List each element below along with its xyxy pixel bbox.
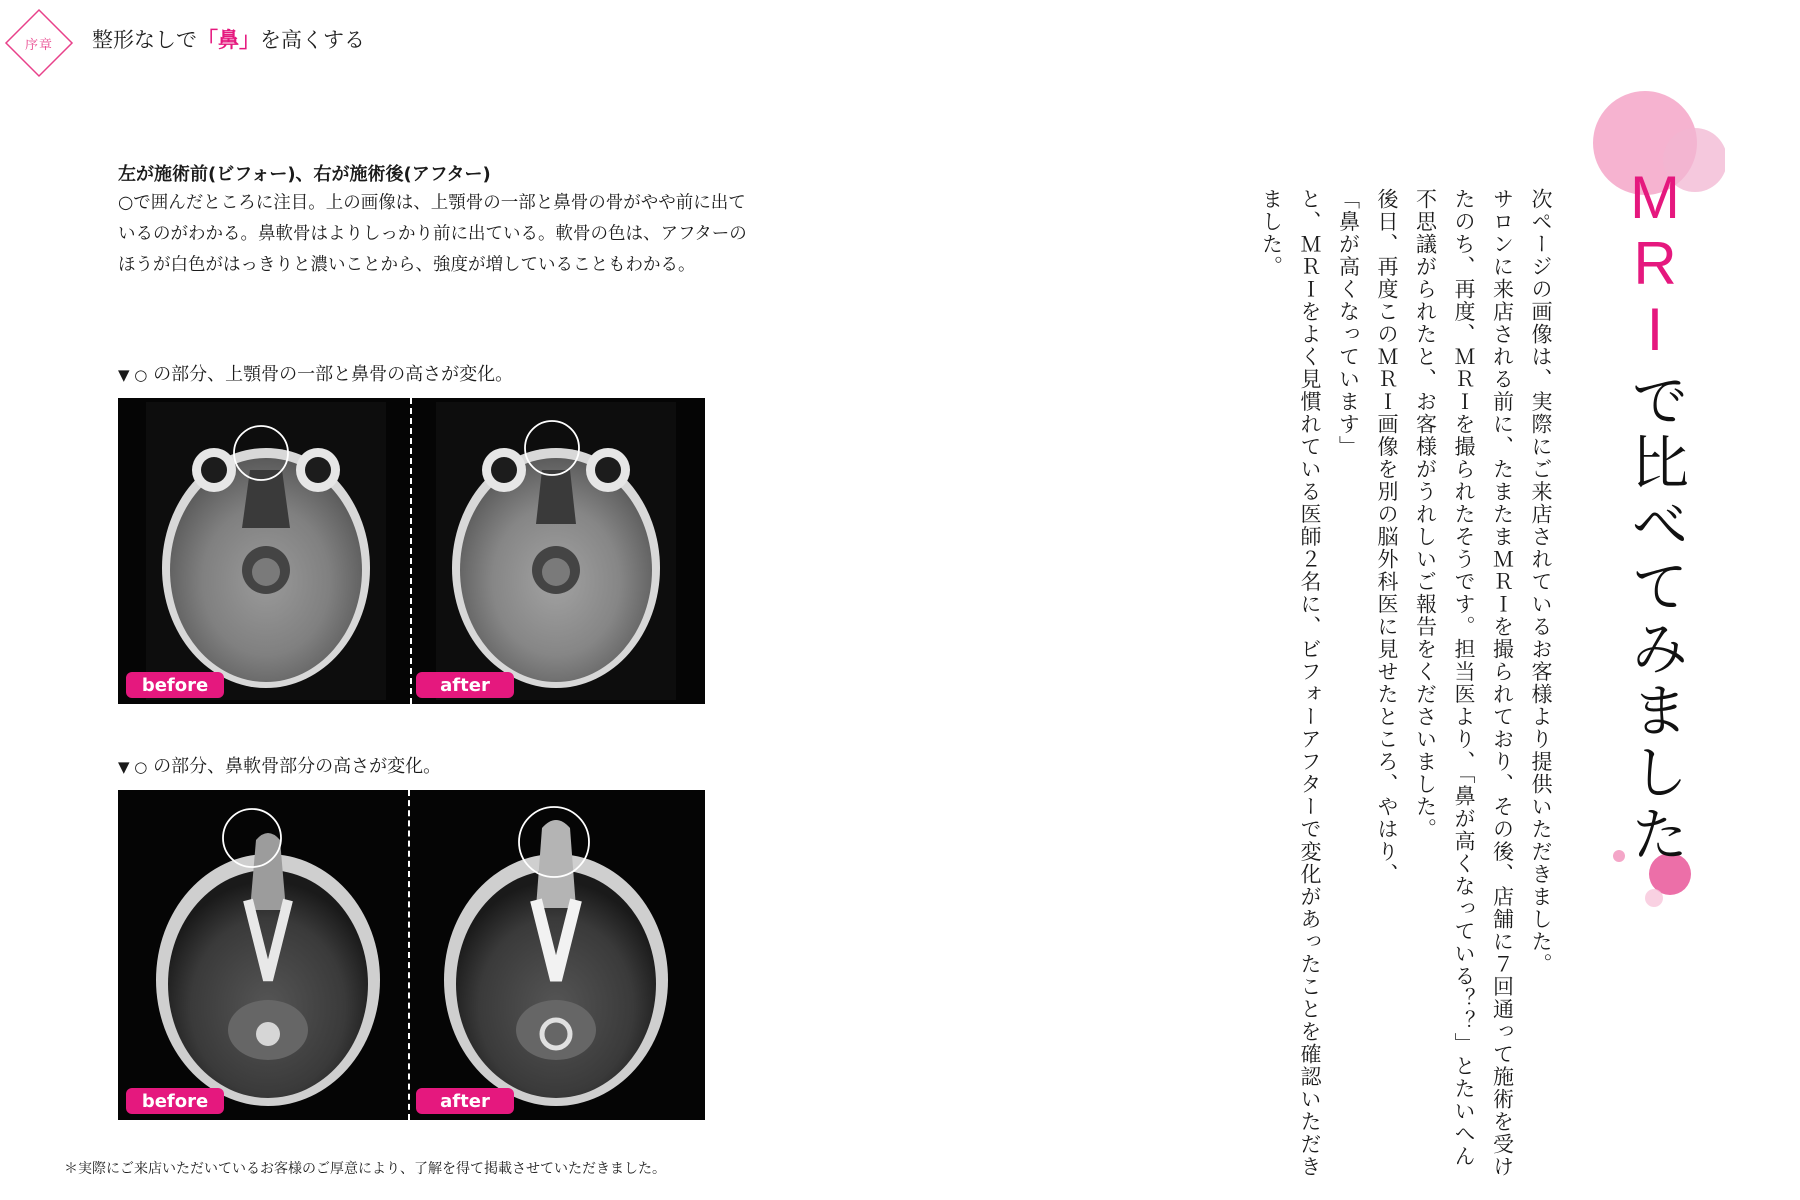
caption-title: 左が施術前(ビフォー)、右が施術後(アフター) [118,164,491,185]
before-after-divider [410,398,412,704]
main-heading [1610,164,1700,866]
section-1-text: の部分、上顎骨の一部と鼻骨の高さが変化。 [153,364,514,385]
section-2-label [118,752,441,778]
body-paragraph: 後日、再度このＭＲＩ画像を別の脳外科医に見せたところ、やはり、 [1375,188,1399,886]
heading-letter-i: I [1646,296,1664,363]
body-paragraph: サロンに来店される前に、たまたまＭＲＩを撮られており、その後、店舗に７回通って施術を受けたのち、再度、ＭＲＩを撮られたそうです。担当医より、「鼻が高くなっている？？」とたいへん不思議がられたと、お客様がうれしいご報告をくださいました。 [1413,188,1515,1178]
after-badge: after [416,672,514,698]
heading-rest: で比べてみました [1621,370,1689,866]
mri-comparison-panel-2 [118,790,705,1120]
body-paragraph: 次ページの画像は、実際にご来店されているお客様より提供いただきました。 [1529,188,1553,976]
body-paragraph: と、ＭＲＩをよく見慣れている医師２名に、ビフォーアフターで変化があったことを確認いただきました。 [1259,188,1322,1178]
chapter-label: 序章 [24,37,53,53]
section-2-marker: ▼ ○ [118,758,148,776]
before-after-divider [408,790,410,1120]
mri-comparison-panel-1 [118,398,705,704]
before-badge: before [126,672,224,698]
section-2-text: の部分、鼻軟骨部分の高さが変化。 [153,756,442,777]
body-text [1180,188,1560,1178]
body-paragraph: 「鼻が高くなっています」 [1336,188,1361,458]
before-badge: before [126,1088,224,1114]
chapter-badge [4,8,74,78]
section-1-label [118,360,513,386]
heading-letter-r: R [1633,230,1677,297]
mri-axial-scan-lower [118,790,705,1120]
footnote: ＊実際にご来店いただいているお客様のご厚意により、了解を得て掲載させていただきました。 [64,1161,666,1177]
page-header-title [92,24,365,54]
header-title-suffix: を高くする [260,28,365,52]
header-title-prefix: 整形なしで [92,28,197,52]
after-badge: after [416,1088,514,1114]
section-1-marker: ▼ ○ [118,366,148,384]
caption-body: ○で囲んだところに注目。上の画像は、上顎骨の一部と鼻骨の骨がやや前に出ているのがわかる。鼻軟骨はよりしっかり前に出ている。軟骨の色は、アフターのほうが白色がはっきりと濃いことから、強度が増していることもわかる。 [118,193,747,275]
header-title-highlight: 「鼻」 [197,28,260,52]
heading-letter-m: M [1630,164,1680,231]
